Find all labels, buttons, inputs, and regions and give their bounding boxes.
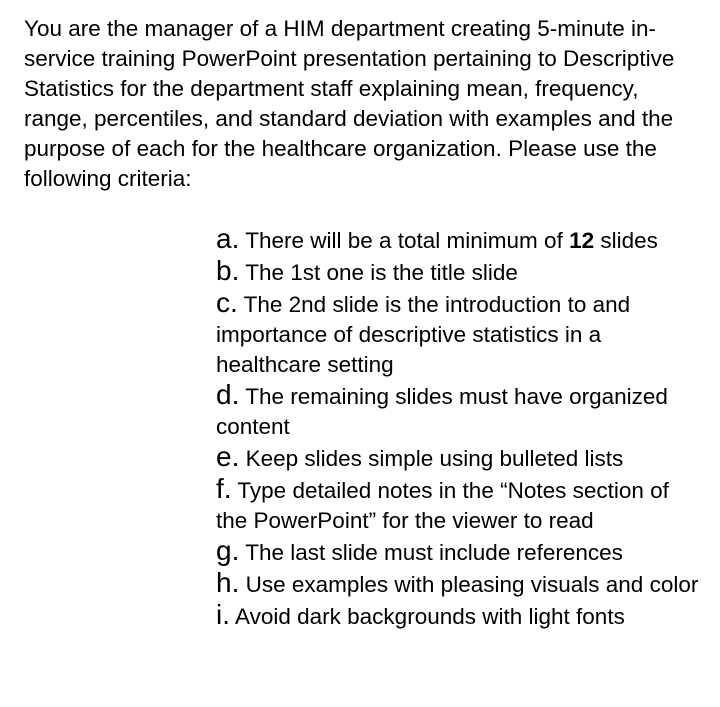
- criteria-letter: d.: [216, 379, 240, 410]
- criteria-item-c: [216, 288, 706, 380]
- criteria-item-e: [216, 442, 706, 474]
- criteria-letter: g.: [216, 535, 240, 566]
- criteria-text: Avoid dark backgrounds with light fonts: [230, 604, 625, 629]
- criteria-item-b: [216, 256, 706, 288]
- criteria-letter: h.: [216, 567, 240, 598]
- criteria-letter: i.: [216, 599, 230, 630]
- criteria-text: The remaining slides must have organized content: [216, 384, 668, 439]
- criteria-letter: c.: [216, 287, 238, 318]
- criteria-text: The 1st one is the title slide: [239, 260, 518, 285]
- criteria-letter: b.: [216, 255, 240, 286]
- criteria-text: The 2nd slide is the introduction to and importance of descriptive statistics in a healthcare setting: [216, 292, 631, 377]
- criteria-letter: a.: [216, 223, 240, 254]
- criteria-text: The last slide must include references: [239, 540, 623, 565]
- criteria-item-i: [216, 600, 706, 632]
- criteria-item-f: [216, 474, 706, 536]
- criteria-text: Keep slides simple using bulleted lists: [239, 446, 624, 471]
- criteria-item-h: [216, 568, 706, 600]
- intro-paragraph: You are the manager of a HIM department creating 5-minute in-service training PowerPoint presentation pertaining to Descriptive Statistics for the department staff explaining mean, frequency, range, percentiles, and standard deviation with examples and the purpose of each for the healthcare organization. Please use the following criteria:: [24, 16, 675, 191]
- criteria-text-after: slides: [594, 228, 658, 253]
- criteria-text: There will be a total minimum of: [239, 228, 570, 253]
- criteria-item-a: [216, 224, 706, 256]
- criteria-list: [216, 224, 706, 632]
- criteria-letter: f.: [216, 473, 232, 504]
- criteria-text: Use examples with pleasing visuals and color: [239, 572, 699, 597]
- criteria-letter: e.: [216, 441, 240, 472]
- criteria-item-g: [216, 536, 706, 568]
- criteria-text: Type detailed notes in the “Notes section of the PowerPoint” for the viewer to read: [216, 478, 669, 533]
- criteria-item-d: [216, 380, 706, 442]
- criteria-bold-count: 12: [569, 228, 595, 253]
